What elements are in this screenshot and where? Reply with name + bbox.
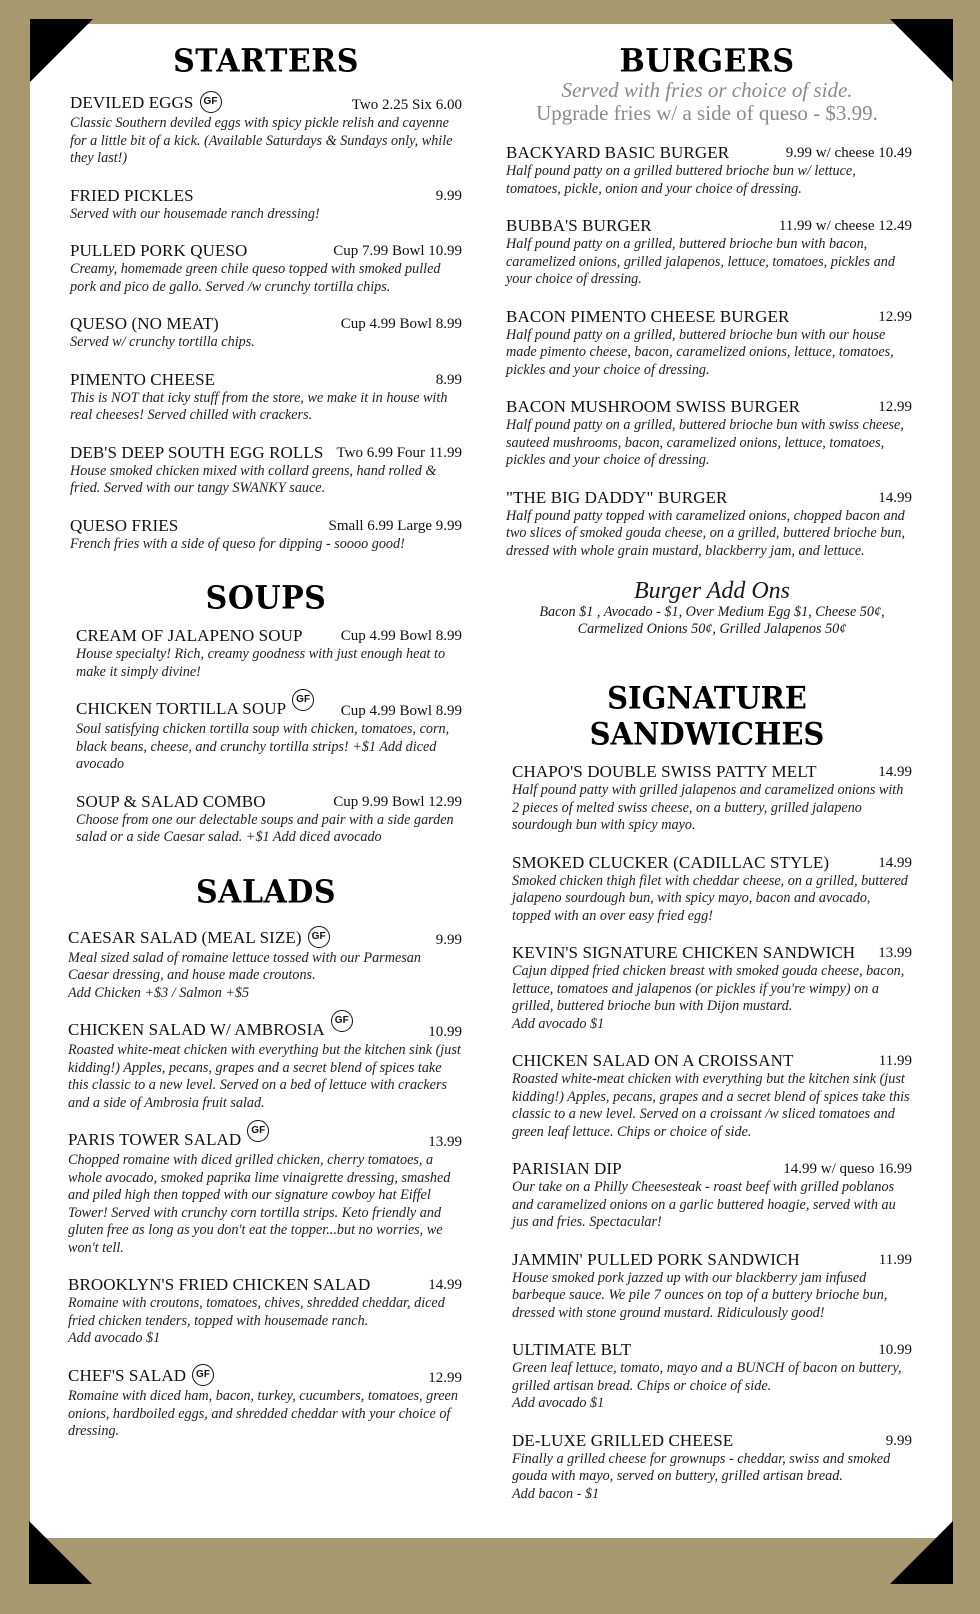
menu-item: [512, 943, 912, 1033]
item-name: [70, 186, 194, 206]
item-description: House specialty! Rich, creamy goodness with just enough heat to make it simply divine!: [76, 646, 446, 680]
menu-list: [70, 626, 462, 847]
menu-list: [70, 93, 462, 553]
item-name-text: PULLED PORK QUESO: [70, 241, 248, 261]
menu-list: [512, 762, 912, 1503]
item-name-text: "THE BIG DADDY" BURGER: [506, 487, 728, 507]
menu-item-header: [512, 1340, 912, 1360]
menu-item-header: [506, 216, 912, 236]
item-name: [68, 928, 330, 950]
menu-item-header: [68, 928, 462, 950]
section-title: SOUPS: [205, 580, 327, 617]
gluten-free-badge-icon: GF: [308, 926, 330, 948]
item-name-text: QUESO (NO MEAT): [70, 314, 219, 334]
menu-item-header: [506, 307, 912, 327]
menu-item: [70, 443, 462, 498]
menu-item: [70, 314, 462, 352]
item-name-text: DEB'S DEEP SOUTH EGG ROLLS: [70, 442, 324, 462]
left-column: [70, 44, 462, 1441]
gluten-free-badge-icon: GF: [292, 689, 314, 711]
section-title: SALADS: [196, 873, 336, 911]
item-description: Meal sized salad of romaine lettuce tossed with our Parmesan Caesar dressing, and house made croutons.: [68, 949, 421, 984]
item-price: 11.99 w/ cheese 12.49: [778, 218, 912, 234]
section-title: STARTERS: [173, 43, 359, 80]
menu-item: [76, 792, 462, 847]
item-description: Roasted white-meat chicken with everything but the kitchen sink (just kidding!) Apples, pecans, grapes and a secret blend of spices take this classic to a new level. Served on a bed of lettuce with crackers and a side of Ambrosia fruit salad.: [68, 1042, 461, 1111]
item-name: [512, 1159, 622, 1179]
menu-item: [70, 186, 462, 224]
item-name-text: PARISIAN DIP: [512, 1159, 622, 1178]
item-description: Green leaf lettuce, tomato, mayo and a BUNCH of bacon on buttery, grilled artisan bread. Chips or choice of side.: [512, 1360, 902, 1394]
item-name: [512, 1431, 733, 1451]
item-description: Half pound patty on a grilled, buttered brioche bun with our house made pimento cheese, bacon, caramelized onions, lettuce, tomatoes, pickles and your choice of dressing.: [506, 326, 894, 378]
item-price: Cup 9.99 Bowl 12.99: [333, 793, 462, 810]
item-price: 14.99: [878, 489, 912, 506]
item-name-text: JAMMIN' PULLED PORK SANDWICH: [512, 1249, 800, 1269]
menu-item: [506, 216, 912, 289]
item-price: 9.99: [435, 931, 462, 948]
menu-item-header: [506, 488, 912, 508]
item-description: House smoked chicken mixed with collard greens, hand rolled & fried. Served with our tangy SWANKY sauce.: [70, 462, 437, 497]
menu-item-header: [70, 516, 462, 536]
menu-item-header: [512, 1159, 912, 1179]
menu-item-header: [70, 93, 462, 115]
menu-item-header: [512, 853, 912, 873]
item-price: Cup 4.99 Bowl 8.99: [340, 316, 462, 333]
item-name-text: DE-LUXE GRILLED CHEESE: [512, 1430, 734, 1450]
item-name-text: CHEF'S SALAD: [68, 1365, 187, 1385]
item-price: 13.99: [878, 945, 912, 961]
item-name-text: PIMENTO CHEESE: [70, 369, 216, 389]
item-description: Romaine with diced ham, bacon, turkey, cucumbers, tomatoes, green onions, hardboiled eggs, and shredded cheddar with your choice of dressing.: [68, 1388, 458, 1440]
item-name-text: KEVIN'S SIGNATURE CHICKEN SANDWICH: [512, 943, 856, 962]
item-price: 14.99: [878, 854, 912, 871]
menu-item-header: [70, 443, 462, 463]
menu-item-header: [70, 370, 462, 390]
item-name: [76, 792, 266, 812]
item-description: Half pound patty on a grilled, buttered brioche bun with bacon, caramelized onions, grilled jalapenos, lettuce, tomatoes, pickles and your choice of dressing.: [506, 236, 895, 287]
item-name-text: BUBBA'S BURGER: [506, 216, 652, 235]
item-name-text: CAESAR SALAD (MEAL SIZE): [68, 927, 302, 947]
item-name: [70, 314, 219, 334]
item-price: 13.99: [428, 1134, 462, 1151]
menu-item-header: [68, 1366, 462, 1388]
menu-item-header: [70, 186, 462, 206]
section-signature-sandwiches: [512, 682, 912, 1503]
item-price: 11.99: [878, 1251, 912, 1268]
item-description: Chopped romaine with diced grilled chicken, cherry tomatoes, a whole avocado, smoked paprika lime vinaigrette dressing, smashed and piled high then topped with our signature cowboy hat Eiffel Tower! Served with crunchy corn tortilla strips. Keto friendly and gluten free as long as you don't eat the topper...but no worries, we won't tell.: [68, 1152, 451, 1256]
menu-item-header: [68, 1015, 462, 1042]
item-price: 14.99: [878, 764, 912, 780]
item-name-text: CHICKEN SALAD W/ AMBROSIA: [68, 1020, 325, 1040]
menu-item-header: [512, 1431, 912, 1451]
item-price: Two 2.25 Six 6.00: [351, 97, 462, 114]
menu-item: [70, 241, 462, 296]
menu-item: [70, 516, 462, 554]
menu-item: [68, 928, 462, 1003]
item-name: [512, 1250, 800, 1270]
menu-item-header: [68, 1275, 462, 1295]
menu-item-header: [506, 143, 912, 163]
menu-item-header: [70, 314, 462, 334]
section-title: BURGERS: [619, 43, 795, 80]
section-burgers: [506, 43, 912, 638]
item-name: [70, 516, 178, 536]
item-price: 10.99: [878, 1342, 912, 1358]
section-soups: [70, 581, 462, 847]
item-name: [68, 1015, 353, 1042]
item-description: This is NOT that icky stuff from the store, we make it in house with real cheeses! Served chilled with crackers.: [70, 389, 448, 424]
item-price: 11.99: [878, 1053, 912, 1069]
section-salads: [70, 875, 462, 1441]
item-price: 14.99: [428, 1277, 462, 1294]
gluten-free-badge-icon: GF: [192, 1364, 214, 1386]
item-name: [506, 216, 652, 236]
item-name-text: CHICKEN SALAD ON A CROISSANT: [512, 1051, 794, 1070]
menu-item: [68, 1275, 462, 1348]
gluten-free-badge-icon: GF: [331, 1010, 353, 1032]
menu-item: [512, 1250, 912, 1323]
menu-item: [70, 370, 462, 425]
item-name: [512, 853, 829, 873]
item-description: House smoked pork jazzed up with our blackberry jam infused barbeque sauce. We pile 7 ounces on top of a buttery brioche bun, dressed with stone ground mustard. Ridiculously good!: [512, 1269, 888, 1321]
menu-item: [506, 143, 912, 198]
menu-item-header: [506, 397, 912, 417]
item-description: Smoked chicken thigh filet with cheddar cheese, on a grilled, buttered jalapeno sourdough bun, with spicy mayo, bacon and avocado, topped with an over easy fried egg!: [512, 872, 908, 924]
menu-list: [506, 143, 912, 560]
item-description: Served with our housemade ranch dressing!: [70, 205, 320, 222]
item-description: Half pound patty with grilled jalapenos and caramelized onions with 2 pieces of melted swiss cheese, on a buttery, grilled jalapeno sourdough bun with spicy mayo.: [512, 782, 904, 833]
item-description: Served w/ crunchy tortilla chips.: [70, 334, 255, 351]
item-description: Half pound patty on a grilled, buttered brioche bun with swiss cheese, sauteed mushrooms, bacon, caramelized onions, lettuce, tomatoes, pickles and your choice of dressing.: [506, 417, 904, 468]
item-name: [70, 370, 215, 390]
menu-item: [76, 694, 462, 774]
item-price: Two 6.99 Four 11.99: [336, 444, 462, 461]
menu-item-header: [68, 1125, 462, 1152]
menu-item-header: [512, 1051, 912, 1071]
item-description: Creamy, homemade green chile queso topped with smoked pulled pork and pico de gallo. Served /w crunchy tortilla chips.: [70, 261, 441, 295]
item-price: 8.99: [435, 371, 462, 388]
item-name-text: ULTIMATE BLT: [512, 1340, 632, 1359]
item-price: 12.99: [428, 1370, 462, 1387]
item-name-text: CHICKEN TORTILLA SOUP: [76, 699, 287, 719]
item-description: Roasted white-meat chicken with everything but the kitchen sink (just kidding!) Apples, pecans, grapes and a secret blend of spices take this classic to a new level. Served on a croissant /w sliced tomatoes and green leaf lettuce. Chips or choice of side.: [512, 1071, 910, 1140]
menu-item: [76, 626, 462, 681]
item-addon-note: Add avocado $1: [512, 1015, 605, 1032]
item-description: Half pound patty topped with caramelized onions, chopped bacon and two slices of smoked gouda cheese, on a grilled, buttered brioche bun, dressed with whole grain mustard, blackberry jam, and lettuce.: [506, 507, 906, 559]
item-price: 12.99: [878, 308, 912, 325]
item-name-text: BACON MUSHROOM SWISS BURGER: [506, 397, 801, 416]
burgers-subtitle: Served with fries or choice of side.: [561, 78, 853, 102]
burger-addons-title: Burger Add Ons: [634, 578, 790, 604]
item-addon-note: Add Chicken +$3 / Salmon +$5: [68, 984, 250, 1001]
item-name-text: PARIS TOWER SALAD: [68, 1130, 242, 1150]
item-name-text: BACON PIMENTO CHEESE BURGER: [506, 306, 790, 326]
item-description: Finally a grilled cheese for grownups - cheddar, swiss and smoked gouda with mayo, served on buttery, grilled artisan bread.: [512, 1450, 891, 1484]
item-addon-note: Add avocado $1: [512, 1395, 605, 1411]
item-name-text: SOUP & SALAD COMBO: [76, 791, 266, 811]
item-name-text: BROOKLYN'S FRIED CHICKEN SALAD: [68, 1275, 371, 1295]
item-price: 9.99: [435, 187, 462, 204]
menu-item: [512, 1159, 912, 1232]
item-name-text: FRIED PICKLES: [70, 185, 194, 205]
menu-item: [70, 93, 462, 168]
item-name: [70, 93, 222, 115]
item-price: 9.99 w/ cheese 10.49: [785, 145, 912, 161]
menu-item-header: [76, 626, 462, 646]
item-description: Half pound patty on a grilled buttered brioche bun w/ lettuce, tomatoes, pickle, onion and your choice of dressing.: [506, 163, 856, 197]
menu-item: [506, 488, 912, 561]
item-description: Choose from one our delectable soups and pair with a side garden salad or a side Caesar salad. +$1 Add diced avocado: [76, 811, 454, 846]
item-price: 9.99: [885, 1432, 912, 1449]
item-name-text: DEVILED EGGS: [70, 93, 194, 112]
item-price: Small 6.99 Large 9.99: [328, 517, 462, 534]
item-name: [506, 488, 728, 508]
item-price: Cup 7.99 Bowl 10.99: [333, 243, 462, 260]
corner-ornament-bottom-right: [890, 1521, 953, 1584]
item-price: 10.99: [428, 1024, 462, 1041]
menu-item-header: [512, 943, 912, 963]
menu-item: [512, 1051, 912, 1141]
item-name: [68, 1275, 370, 1295]
item-name: [68, 1366, 214, 1388]
right-column: [506, 43, 912, 1503]
item-description: French fries with a side of queso for dipping - soooo good!: [70, 535, 405, 552]
item-description: Our take on a Philly Cheesesteak - roast beef with grilled poblanos and caramelized onions on a garlic buttered hoagie, served with au jus and fries. Spectacular!: [512, 1179, 896, 1230]
item-name-text: CHAPO'S DOUBLE SWISS PATTY MELT: [512, 762, 817, 781]
item-name: [68, 1125, 269, 1152]
item-name: [506, 143, 729, 163]
menu-item: [512, 762, 912, 835]
menu-item: [68, 1015, 462, 1112]
item-name: [512, 1051, 793, 1071]
item-price: Cup 4.99 Bowl 8.99: [340, 703, 462, 720]
burgers-upgrade-note: Upgrade fries w/ a side of queso - $3.99.: [536, 101, 878, 125]
menu-item-header: [70, 241, 462, 261]
item-addon-note: Add avocado $1: [68, 1330, 161, 1347]
menu-item: [512, 1340, 912, 1413]
menu-list: [68, 928, 462, 1441]
menu-item-header: [76, 792, 462, 812]
menu-item-header: [76, 694, 462, 721]
item-description: Cajun dipped fried chicken breast with smoked gouda cheese, bacon, lettuce, tomatoes and jalapenos (or pickles if you're wimpy) on a grilled, buttered brioche bun with Dijon mustard.: [512, 963, 905, 1014]
corner-ornament-bottom-left: [29, 1521, 92, 1584]
menu-item: [68, 1125, 462, 1257]
item-price: Cup 4.99 Bowl 8.99: [340, 628, 462, 645]
item-name: [512, 762, 817, 782]
item-name-text: QUESO FRIES: [70, 515, 179, 535]
gluten-free-badge-icon: GF: [247, 1120, 269, 1142]
menu-item: [506, 307, 912, 380]
item-addon-note: Add bacon - $1: [512, 1485, 600, 1502]
item-name: [76, 626, 303, 646]
item-description: Soul satisfying chicken tortilla soup with chicken, tomatoes, corn, black beans, cheese, and crunchy tortilla strips! +$1 Add diced avocado: [76, 721, 450, 773]
menu-item: [512, 1431, 912, 1504]
gluten-free-badge-icon: GF: [200, 91, 222, 113]
item-description: Classic Southern deviled eggs with spicy pickle relish and cayenne for a little bit of a kick. (Available Saturdays & Sundays only, while they last!): [70, 115, 453, 167]
item-description: Romaine with croutons, tomatoes, chives, shredded cheddar, diced fried chicken tenders, topped with housemade ranch.: [68, 1295, 445, 1329]
item-price: 12.99: [878, 399, 912, 415]
item-name-text: SMOKED CLUCKER (CADILLAC STYLE): [512, 852, 830, 872]
menu-item: [512, 853, 912, 926]
menu-item: [506, 397, 912, 470]
menu-item-header: [512, 1250, 912, 1270]
item-name: [506, 307, 789, 327]
item-name: [506, 397, 800, 417]
menu-item: [68, 1366, 462, 1441]
item-name-text: BACKYARD BASIC BURGER: [506, 143, 730, 162]
item-name: [76, 694, 314, 721]
item-price: 14.99 w/ queso 16.99: [783, 1161, 912, 1177]
item-name: [70, 241, 247, 261]
item-name: [512, 943, 855, 963]
item-name: [512, 1340, 631, 1360]
section-starters: [70, 44, 462, 553]
item-name: [70, 443, 323, 463]
burger-addons-text: Bacon $1 , Avocado - $1, Over Medium Egg $1, Cheese 50¢, Carmelized Onions 50¢, Grilled Jalapenos 50¢: [539, 604, 885, 637]
section-title: SIGNATURE SANDWICHES: [589, 680, 825, 752]
menu-item-header: [512, 762, 912, 782]
item-name-text: CREAM OF JALAPENO SOUP: [76, 626, 303, 646]
